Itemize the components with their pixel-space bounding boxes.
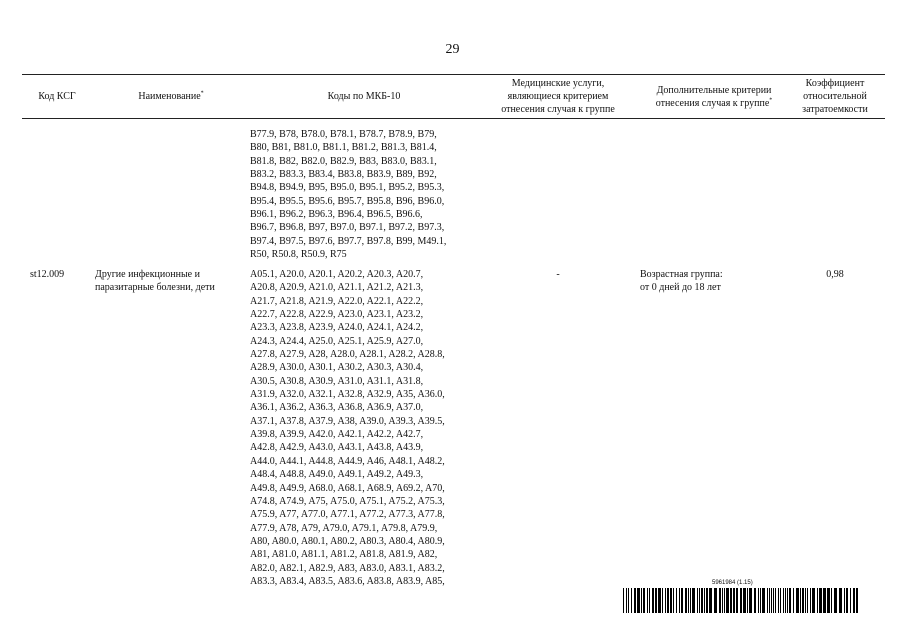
- barcode-bar: [662, 588, 663, 613]
- barcode-bar: [676, 588, 677, 613]
- code-line: A05.1, A20.0, A20.1, A20.2, A20.3, A20.7,: [250, 269, 424, 280]
- barcode-bar: [856, 588, 858, 613]
- code-line: A36.1, A36.2, A36.3, A36.8, A36.9, A37.0,: [250, 402, 424, 414]
- barcode-bar: [736, 588, 738, 613]
- code-line: B97.4, B97.5, B97.6, B97.7, B97.8, B99, M49.1,: [250, 235, 447, 247]
- barcode-bar: [800, 588, 801, 613]
- code-line: A20.8, A20.9, A21.0, A21.1, A21.2, A21.3,: [250, 282, 424, 294]
- header-criteria: Дополнительные критерии отнесения случая к группе*: [655, 85, 773, 109]
- barcode-bar: [831, 588, 832, 613]
- barcode-bar: [655, 588, 657, 613]
- barcode-bar: [722, 588, 723, 613]
- barcode-bar: [628, 588, 629, 613]
- code-line: A22.7, A22.8, A22.9, A23.0, A23.1, A23.2,: [250, 309, 424, 321]
- barcode-bar: [823, 588, 826, 613]
- header-coef: Коэффициент относительной затратоемкости: [802, 78, 868, 115]
- header-bottom-rule: [22, 118, 885, 119]
- barcode-bar: [726, 588, 729, 613]
- barcode-bar: [773, 588, 774, 613]
- ksg-codes: [250, 268, 480, 588]
- header-services: Медицинские услуги, являющиеся критерием отнесения случая к группе: [501, 78, 615, 115]
- code-line: B80, B81, B81.0, B81.1, B81.2, B81.3, B81.4,: [250, 142, 437, 154]
- ksg-code: st12.009: [30, 269, 65, 280]
- code-line: A49.8, A49.9, A68.0, A68.1, A68.9, A69.2, A70,: [250, 482, 445, 494]
- barcode-bar: [747, 588, 748, 613]
- barcode-bar: [673, 588, 674, 613]
- barcode-bar: [631, 588, 632, 613]
- barcode-bar: [699, 588, 700, 613]
- barcode-bar: [706, 588, 708, 613]
- code-line: B81.8, B82, B82.0, B82.9, B83, B83.0, B83.1,: [250, 155, 437, 167]
- barcode-text: 5961984 (1.15): [712, 580, 753, 586]
- code-line: A44.0, A44.1, A44.8, A44.9, A46, A48.1, A48.2,: [250, 455, 445, 467]
- code-line: B95.4, B95.5, B95.6, B95.7, B95.8, B96, B96.0,: [250, 195, 445, 207]
- barcode-bar: [827, 588, 830, 613]
- barcode-bar: [623, 588, 624, 613]
- code-line: A75.9, A77, A77.0, A77.1, A77.2, A77.3, A77.8,: [250, 509, 445, 521]
- barcode-bar: [749, 588, 752, 613]
- barcode-bar: [754, 588, 756, 613]
- code-line: A48.4, A48.8, A49.0, A49.1, A49.2, A49.3,: [250, 469, 424, 481]
- barcode-bar: [819, 588, 822, 613]
- barcode-bar: [641, 588, 642, 613]
- code-line: B83.2, B83.3, B83.4, B83.8, B83.9, B89, B92,: [250, 169, 437, 181]
- header-code: Код КСГ: [38, 91, 76, 102]
- code-line: A80, A80.0, A80.1, A80.2, A80.3, A80.4, A80.9,: [250, 535, 445, 547]
- barcode-bar: [767, 588, 768, 613]
- barcode-bar: [647, 588, 648, 613]
- code-line: R50, R50.8, R50.9, R75: [250, 249, 347, 261]
- ksg-name: Другие инфекционные и паразитарные болезни, дети: [95, 269, 215, 293]
- barcode-bar: [643, 588, 645, 613]
- code-line: A23.3, A23.8, A23.9, A24.0, A24.1, A24.2,: [250, 322, 424, 334]
- code-line: B96.7, B96.8, B97, B97.0, B97.1, B97.2, B97.3,: [250, 222, 445, 234]
- code-line: A82.0, A82.1, A82.9, A83, A83.0, A83.1, A83.2,: [250, 562, 445, 574]
- barcode-bar: [762, 588, 765, 613]
- code-line: A39.8, A39.9, A42.0, A42.1, A42.2, A42.7,: [250, 429, 424, 441]
- barcode-bar: [783, 588, 784, 613]
- code-line: A28.9, A30.0, A30.1, A30.2, A30.3, A30.4,: [250, 362, 424, 374]
- barcode-bar: [681, 588, 683, 613]
- barcode-bar: [692, 588, 695, 613]
- header-top-rule: [22, 74, 885, 75]
- header-name: Наименование*: [138, 90, 204, 102]
- barcode-bar: [733, 588, 735, 613]
- barcode-bar: [834, 588, 837, 613]
- continuation-codes: [250, 128, 480, 261]
- ksg-criteria: Возрастная группа: от 0 дней до 18 лет: [640, 269, 723, 293]
- barcode-bar: [787, 588, 788, 613]
- barcode-bar: [758, 588, 759, 613]
- barcode-bar: [789, 588, 791, 613]
- barcode-bar: [810, 588, 811, 613]
- barcode-bar: [846, 588, 848, 613]
- barcode-bar: [740, 588, 742, 613]
- barcode-bar: [802, 588, 804, 613]
- barcode-bar: [775, 588, 776, 613]
- code-line: B77.9, B78, B78.0, B78.1, B78.7, B78.9, B79,: [250, 129, 437, 140]
- barcode-bar: [793, 588, 794, 613]
- ksg-coefficient: 0,98: [826, 269, 844, 280]
- barcode-bar: [760, 588, 761, 613]
- barcode-bar: [853, 588, 855, 613]
- barcode-bar: [709, 588, 712, 613]
- barcode-bar: [670, 588, 672, 613]
- code-line: B96.1, B96.2, B96.3, B96.4, B96.5, B96.6,: [250, 209, 423, 221]
- barcode-bar: [704, 588, 705, 613]
- barcode-bar: [679, 588, 680, 613]
- code-line: A83.3, A83.4, A83.5, A83.6, A83.8, A83.9, A85,: [250, 575, 445, 587]
- barcode-bar: [730, 588, 732, 613]
- barcode-bar: [658, 588, 661, 613]
- barcode-bar: [844, 588, 845, 613]
- barcode-bar: [812, 588, 815, 613]
- code-line: A31.9, A32.0, A32.1, A32.8, A32.9, A35, A36.0,: [250, 389, 445, 401]
- barcode-bar: [743, 588, 746, 613]
- code-line: B94.8, B94.9, B95, B95.0, B95.1, B95.2, B95.3,: [250, 182, 445, 194]
- barcode-bar: [626, 588, 627, 613]
- barcode-bar: [771, 588, 772, 613]
- code-line: A77.9, A78, A79, A79.0, A79.1, A79.8, A79.9,: [250, 522, 438, 534]
- barcode: [623, 588, 858, 613]
- page-number: 29: [445, 42, 460, 57]
- code-line: A81, A81.0, A81.1, A81.2, A81.8, A81.9, A82,: [250, 549, 438, 561]
- code-line: A24.3, A24.4, A25.0, A25.1, A25.9, A27.0,: [250, 335, 424, 347]
- barcode-bar: [697, 588, 698, 613]
- barcode-bar: [839, 588, 842, 613]
- barcode-bar: [667, 588, 669, 613]
- barcode-bar: [685, 588, 687, 613]
- ksg-services: -: [556, 269, 560, 280]
- barcode-bar: [778, 588, 779, 613]
- barcode-bar: [850, 588, 851, 613]
- code-line: A27.8, A27.9, A28, A28.0, A28.1, A28.2, A28.8,: [250, 349, 445, 361]
- header-mkb: Коды по МКБ-10: [327, 91, 401, 102]
- code-line: A21.7, A21.8, A21.9, A22.0, A22.1, A22.2,: [250, 295, 424, 307]
- barcode-bar: [652, 588, 654, 613]
- code-line: A74.8, A74.9, A75, A75.0, A75.1, A75.2, A75.3,: [250, 495, 445, 507]
- barcode-bar: [649, 588, 650, 613]
- barcode-bar: [805, 588, 806, 613]
- barcode-bar: [780, 588, 781, 613]
- barcode-bar: [701, 588, 703, 613]
- code-line: A30.5, A30.8, A30.9, A31.0, A31.1, A31.8,: [250, 375, 424, 387]
- barcode-bar: [714, 588, 717, 613]
- barcode-bar: [690, 588, 691, 613]
- barcode-bar: [665, 588, 666, 613]
- barcode-bar: [637, 588, 640, 613]
- barcode-bar: [719, 588, 721, 613]
- barcode-bar: [634, 588, 636, 613]
- barcode-bar: [796, 588, 799, 613]
- barcode-bar: [688, 588, 689, 613]
- barcode-bar: [807, 588, 808, 613]
- code-line: A37.1, A37.8, A37.9, A38, A39.0, A39.3, A39.5,: [250, 415, 445, 427]
- barcode-bar: [817, 588, 818, 613]
- code-line: A42.8, A42.9, A43.0, A43.1, A43.8, A43.9,: [250, 442, 424, 454]
- barcode-bar: [785, 588, 786, 613]
- barcode-bar: [724, 588, 725, 613]
- barcode-bar: [769, 588, 770, 613]
